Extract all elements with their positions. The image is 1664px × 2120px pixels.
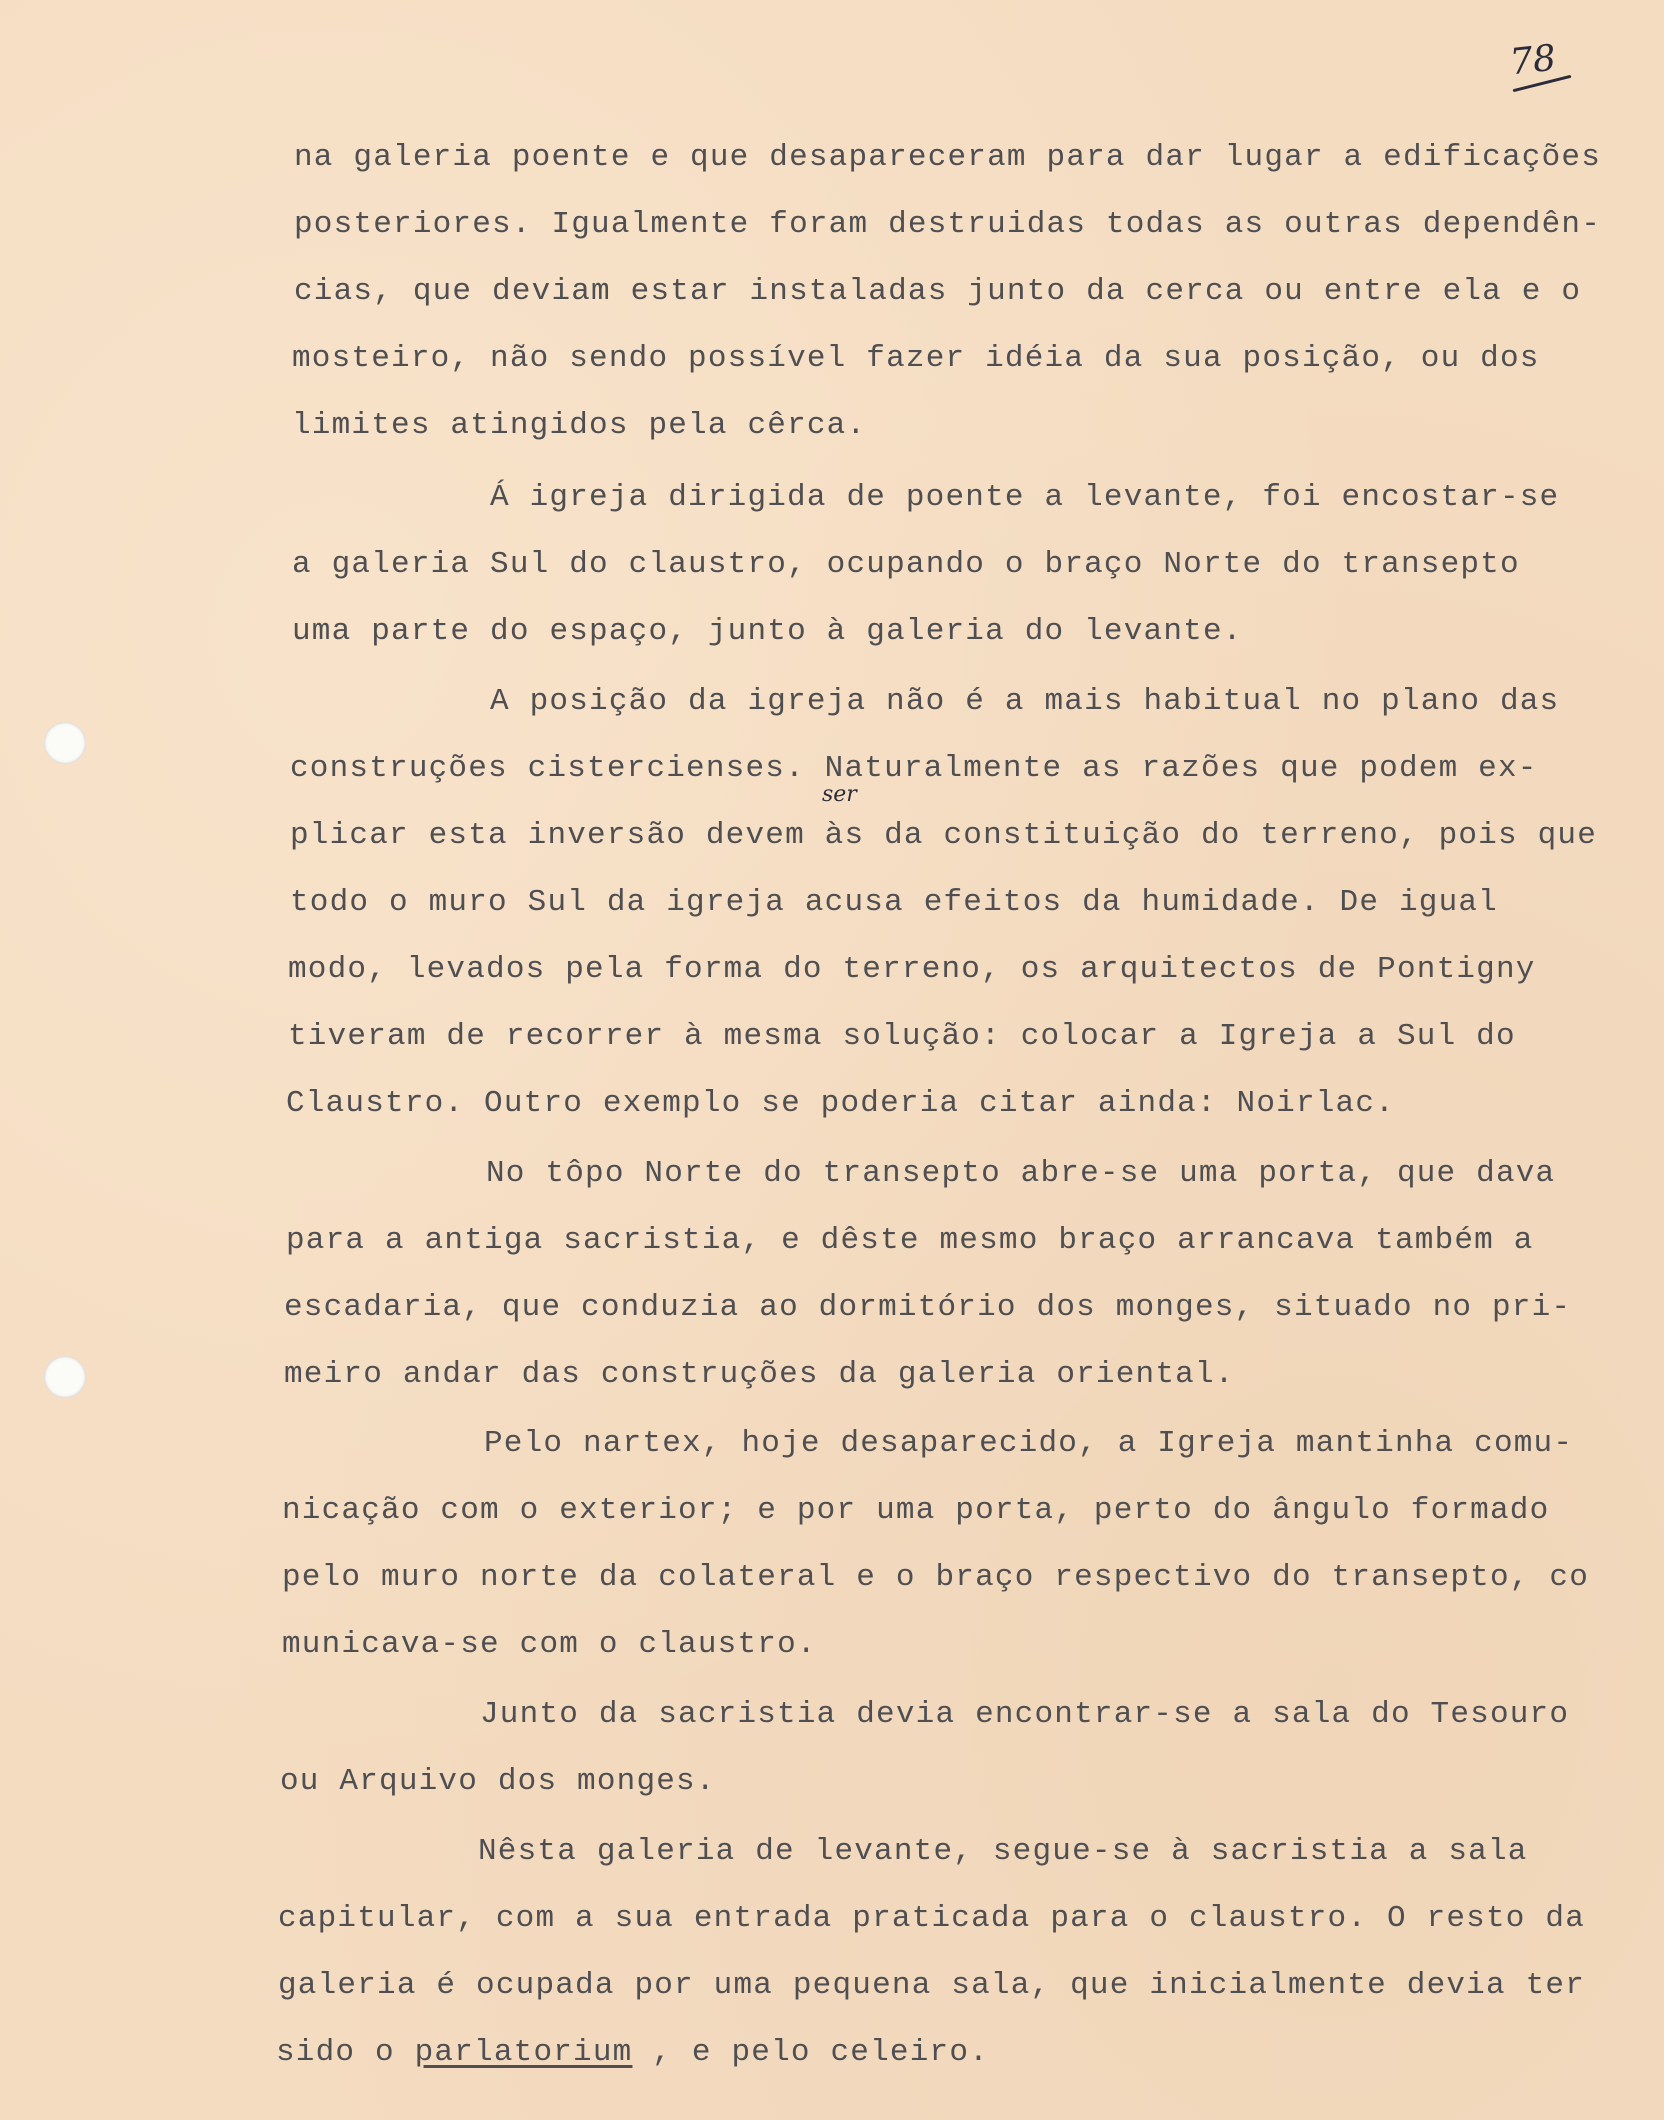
punch-hole-bottom [44, 1356, 86, 1398]
text-line: mosteiro, não sendo possível fazer idéia da sua posição, ou dos [292, 341, 1540, 376]
text-line: construções cistercienses. Naturalmente as razões que podem ex- [290, 751, 1538, 786]
text-span: sido o [276, 2035, 415, 2070]
text-line: Á igreja dirigida de poente a levante, foi encostar-se [490, 480, 1560, 515]
text-line: plicar esta inversão devem às da constituição do terreno, pois que [290, 818, 1597, 853]
text-line: cias, que deviam estar instaladas junto da cerca ou entre ela e o [294, 274, 1582, 309]
text-line: todo o muro Sul da igreja acusa efeitos da humidade. De igual [290, 885, 1498, 920]
text-line: a galeria Sul do claustro, ocupando o braço Norte do transepto [292, 547, 1520, 582]
text-line: No tôpo Norte do transepto abre-se uma porta, que dava [486, 1156, 1556, 1191]
text-line: uma parte do espaço, junto à galeria do levante. [292, 614, 1243, 649]
text-line: para a antiga sacristia, e dêste mesmo braço arrancava também a [286, 1223, 1534, 1258]
text-line: nicação com o exterior; e por uma porta, perto do ângulo formado [282, 1493, 1550, 1528]
text-line: tiveram de recorrer à mesma solução: colocar a Igreja a Sul do [288, 1019, 1516, 1054]
text-line: modo, levados pela forma do terreno, os arquitectos de Pontigny [288, 952, 1536, 987]
text-line: Nêsta galeria de levante, segue-se à sacristia a sala [478, 1834, 1528, 1869]
underlined-term: parlatorium [414, 2035, 633, 2070]
text-line: escadaria, que conduzia ao dormitório dos monges, situado no pri- [284, 1290, 1572, 1325]
text-line: galeria é ocupada por uma pequena sala, que inicialmente devia ter [278, 1968, 1585, 2003]
text-span: , e pelo celeiro. [632, 2035, 989, 2070]
text-line: Junto da sacristia devia encontrar-se a sala do Tesouro [480, 1697, 1570, 1732]
text-line-last [276, 2033, 989, 2073]
punch-hole-top [44, 722, 86, 764]
text-line: Claustro. Outro exemplo se poderia citar ainda: Noirlac. [286, 1086, 1395, 1121]
page-number: 78 [1507, 37, 1558, 84]
text-line: limites atingidos pela cêrca. [292, 408, 867, 443]
text-line: capitular, com a sua entrada praticada para o claustro. O resto da [278, 1901, 1585, 1936]
handwritten-annotation: ser [822, 782, 857, 807]
text-line: meiro andar das construções da galeria oriental. [284, 1357, 1235, 1392]
text-line: posteriores. Igualmente foram destruidas todas as outras dependên- [294, 207, 1601, 242]
text-line: municava-se com o claustro. [282, 1627, 817, 1662]
text-line: A posição da igreja não é a mais habitual no plano das [490, 684, 1560, 719]
text-line: pelo muro norte da colateral e o braço respectivo do transepto, co [282, 1560, 1589, 1595]
text-line: ou Arquivo dos monges. [280, 1764, 716, 1799]
text-line: Pelo nartex, hoje desaparecido, a Igreja mantinha comu- [484, 1426, 1574, 1461]
text-line: na galeria poente e que desapareceram para dar lugar a edificações [294, 140, 1601, 175]
